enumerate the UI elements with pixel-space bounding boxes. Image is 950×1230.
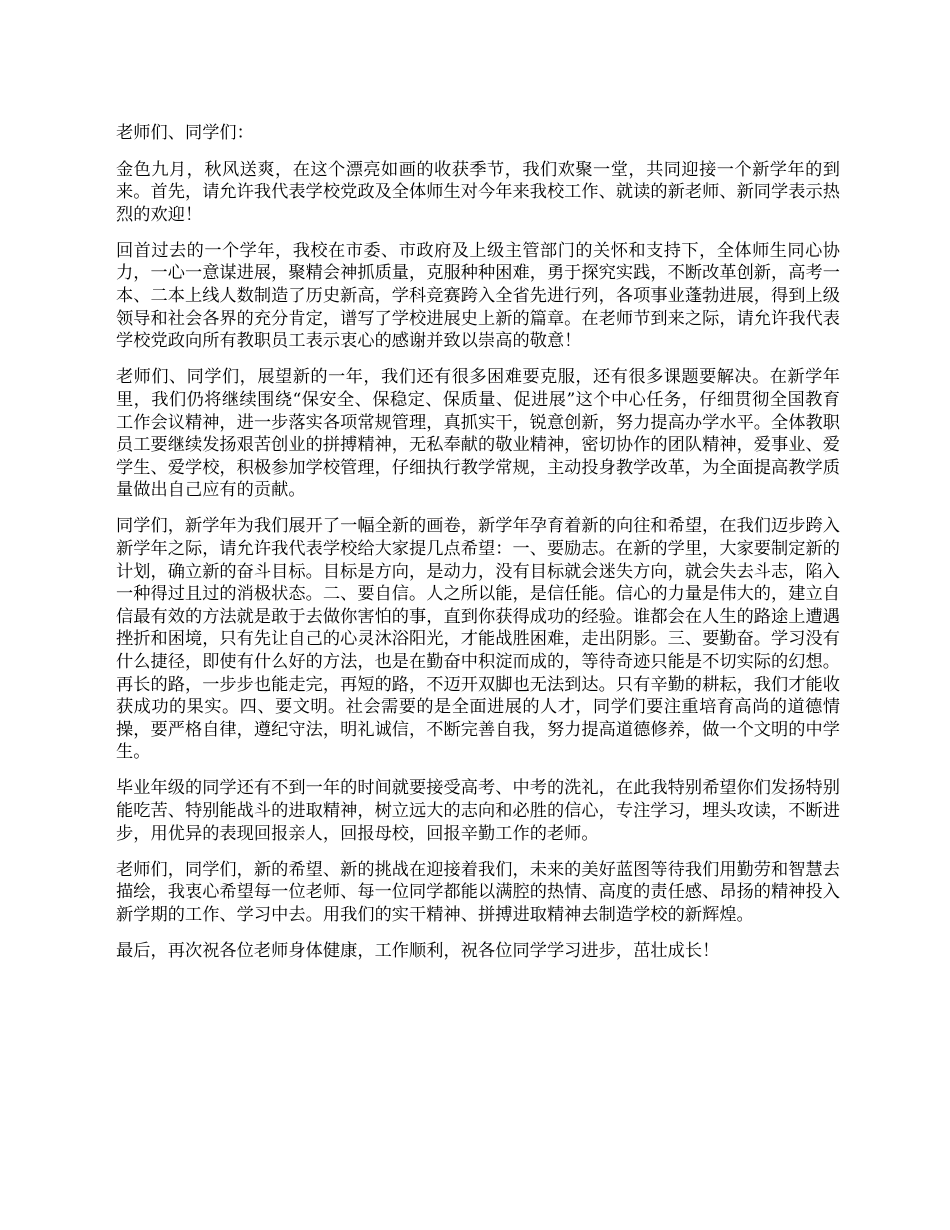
paragraph-closing: 最后，再次祝各位老师身体健康，工作顺利，祝各位同学学习进步，茁壮成长！	[116, 941, 720, 961]
paragraph-welcome: 金色九月，秋风送爽，在这个漂亮如画的收获季节，我们欢聚一堂，共同迎接一个新学年的到来。首先，请允许我代表学校党政及全体师生对今年来我校工作、就读的新老师、新同学表示热烈的欢迎！	[116, 159, 840, 225]
document-body	[116, 122, 840, 976]
paragraph-graduates: 毕业年级的同学还有不到一年的时间就要接受高考、中考的洗礼，在此我特别希望你们发扬特别能吃苦、特别能战斗的进取精神，树立远大的志向和必胜的信心，专注学习，埋头攻读，不断进步，用优异的表现回报亲人，回报母校，回报辛勤工作的老师。	[116, 778, 840, 844]
paragraph-future: 老师们，同学们，新的希望、新的挑战在迎接着我们，未来的美好蓝图等待我们用勤劳和智慧去描绘，我衷心希望每一位老师、每一位同学都能以满腔的热情、高度的责任感、昂扬的精神投入新学期的工作、学习中去。用我们的实干精神、拼搏进取精神去制造学校的新辉煌。	[116, 859, 840, 925]
paragraph-outlook: 老师们、同学们，展望新的一年，我们还有很多困难要克服，还有很多课题要解决。在新学年里，我们仍将继续围绕“保安全、保稳定、保质量、促进展”这个中心任务，仔细贯彻全国教育工作会议精神，进一步落实各项常规管理，真抓实干，锐意创新，努力提高办学水平。全体教职员工要继续发扬艰苦创业的拼搏精神，无私奉献的敬业精神，密切协作的团队精神，爱事业、爱学生、爱学校，积极参加学校管理，仔细执行教学常规，主动投身教学改革，为全面提高教学质量做出自己应有的贡献。	[116, 367, 840, 501]
salutation: 老师们、同学们：	[116, 123, 254, 143]
paragraph-hopes: 同学们，新学年为我们展开了一幅全新的画卷，新学年孕育着新的向往和希望，在我们迈步跨入新学年之际，请允许我代表学校给大家提几点希望：一、要励志。在新的学里，大家要制定新的计划，确立新的奋斗目标。目标是方向，是动力，没有目标就会迷失方向，就会失去斗志，陷入一种得过且过的消极状态。二、要自信。人之所以能，是信任能。信心的力量是伟大的，建立自信最有效的方法就是敢于去做你害怕的事，直到你获得成功的经验。谁都会在人生的路途上遭遇挫折和困境，只有先让自己的心灵沐浴阳光，才能战胜困难，走出阴影。三、要勤奋。学习没有什么捷径，即使有什么好的方法，也是在勤奋中积淀而成的，等待奇迹只能是不切实际的幻想。再长的路，一步步也能走完，再短的路，不迈开双脚也无法到达。只有辛勤的耕耘，我们才能收获成功的果实。四、要文明。社会需要的是全面进展的人才，同学们要注重培育高尚的道德情操，要严格自律，遵纪守法，明礼诚信，不断完善自我，努力提高道德修养，做一个文明的中学生。	[116, 516, 840, 763]
paragraph-review: 回首过去的一个学年，我校在市委、市政府及上级主管部门的关怀和支持下，全体师生同心协力，一心一意谋进展，聚精会神抓质量，克服种种困难，勇于探究实践，不断改革创新，高考一本、二本上线人数制造了历史新高，学科竞赛跨入全省先进行列，各项事业蓬勃进展，得到上级领导和社会各界的充分肯定，谱写了学校进展史上新的篇章。在老师节到来之际，请允许我代表学校党政向所有教职员工表示衷心的感谢并致以崇高的敬意！	[116, 240, 840, 352]
